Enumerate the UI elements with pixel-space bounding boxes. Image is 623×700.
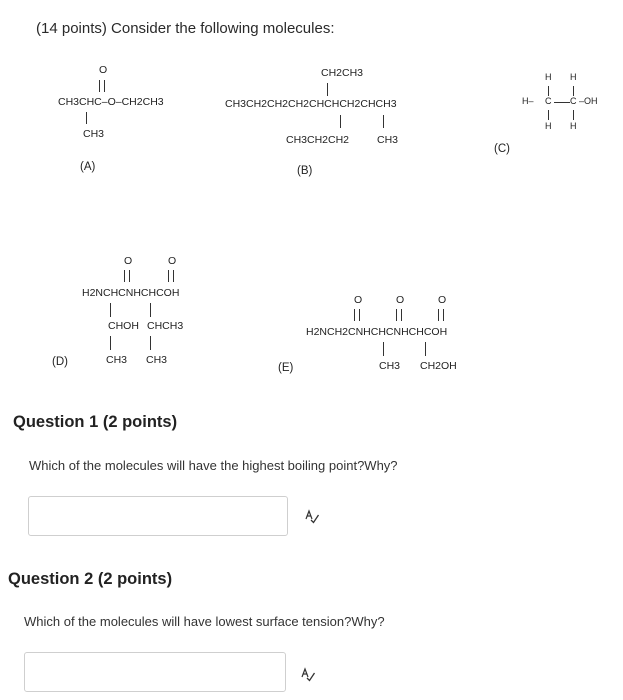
molecule-d-double-bond <box>124 270 130 282</box>
molecule-b-top-group: CH2CH3 <box>321 67 364 79</box>
molecule-d-oxygen: O <box>124 255 133 267</box>
molecule-d-double-bond <box>168 270 174 282</box>
molecule-b-bond-left <box>340 115 341 128</box>
molecule-c-right: –OH <box>579 96 598 106</box>
molecule-e-oxygen: O <box>396 294 405 306</box>
molecule-b-bottom-right: CH3 <box>377 134 399 146</box>
molecule-e-branch-right: CH2OH <box>420 360 457 372</box>
molecule-d-branch-left: CHOH <box>108 320 139 332</box>
molecule-e-bond <box>425 342 426 356</box>
molecule-e-oxygen: O <box>438 294 447 306</box>
molecule-c-bond <box>573 86 574 96</box>
molecule-e-oxygen: O <box>354 294 363 306</box>
molecule-e-label: (E) <box>278 362 294 374</box>
question-1-answer-input[interactable] <box>28 496 288 536</box>
molecule-c-label: (C) <box>494 143 510 155</box>
molecule-a-double-bond <box>99 80 105 92</box>
molecule-b-bottom-left: CH3CH2CH2 <box>286 134 350 146</box>
molecule-c-h: H <box>570 72 577 82</box>
molecule-a-label: (A) <box>80 161 96 173</box>
molecule-e-main-chain: H2NCH2CNHCHCNHCHCOH <box>306 326 448 338</box>
molecule-d-branch-right: CHCH3 <box>147 320 184 332</box>
molecule-c-carbon: C <box>570 96 577 106</box>
question-2-text: Which of the molecules will have lowest surface tension?Why? <box>24 614 385 629</box>
molecule-a-main-chain: CH3CHC–O–CH2CH3 <box>58 96 164 108</box>
molecule-e-bond <box>383 342 384 356</box>
molecule-e-double-bond <box>354 309 360 321</box>
molecule-c-carbon: C <box>545 96 552 106</box>
question-2-answer-input[interactable] <box>24 652 286 692</box>
molecule-d-main-chain: H2NCHCNHCHCOH <box>82 287 180 299</box>
molecule-c-left: H– <box>522 96 534 106</box>
molecule-e-double-bond <box>396 309 402 321</box>
molecule-c-cc-bond <box>554 102 570 103</box>
molecule-e-branch-left: CH3 <box>379 360 401 372</box>
question-1-title: Question 1 (2 points) <box>13 413 178 431</box>
molecule-d-bond <box>150 336 151 350</box>
molecule-c-bond <box>548 86 549 96</box>
molecule-d-methyl: CH3 <box>146 354 168 366</box>
question-1-text: Which of the molecules will have the highest boiling point?Why? <box>29 458 398 473</box>
molecule-d-methyl: CH3 <box>106 354 128 366</box>
molecule-b-bond-right <box>383 115 384 128</box>
molecule-e-double-bond <box>438 309 444 321</box>
page-header: (14 points) Consider the following molecules: <box>36 20 335 37</box>
molecule-d-bond <box>110 336 111 350</box>
molecule-c-bond <box>548 110 549 120</box>
molecule-b-main-chain: CH3CH2CH2CH2CHCHCH2CHCH3 <box>225 98 397 110</box>
molecule-c-h: H <box>545 72 552 82</box>
molecule-d-bond <box>150 303 151 317</box>
spellcheck-icon[interactable] <box>304 508 320 524</box>
molecule-b-top-bond <box>327 83 328 96</box>
molecule-a-branch: CH3 <box>83 128 105 140</box>
molecule-b-label: (B) <box>297 165 313 177</box>
molecule-d-bond <box>110 303 111 317</box>
molecule-a-oxygen: O <box>99 64 108 76</box>
molecule-c-h: H <box>570 121 577 131</box>
molecule-c-h: H <box>545 121 552 131</box>
molecule-a-branch-bond <box>86 112 87 124</box>
molecule-c-bond <box>573 110 574 120</box>
molecule-d-label: (D) <box>52 356 68 368</box>
question-2-title: Question 2 (2 points) <box>8 570 173 588</box>
spellcheck-icon[interactable] <box>300 666 316 682</box>
molecule-d-oxygen: O <box>168 255 177 267</box>
